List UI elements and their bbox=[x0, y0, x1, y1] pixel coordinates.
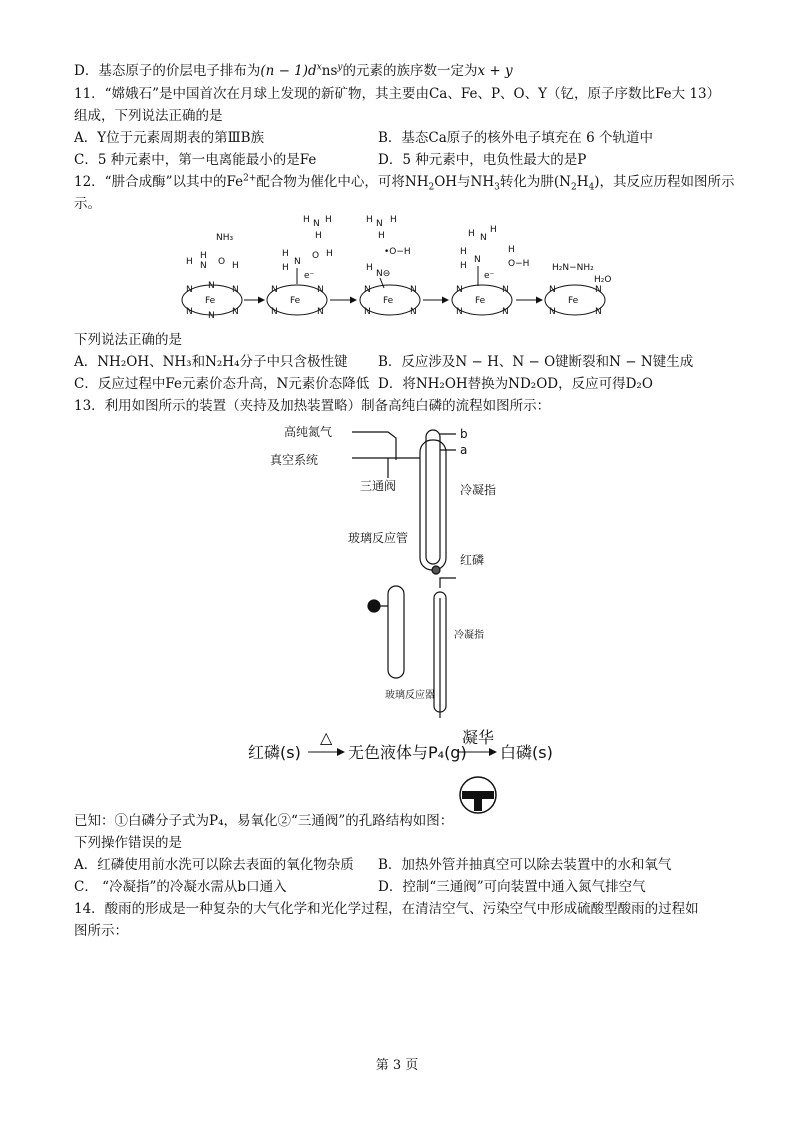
svg-text:H: H bbox=[282, 263, 289, 273]
label-red-phosphorus: 红磷 bbox=[460, 553, 485, 567]
q12-stem-cont: 示。 bbox=[74, 196, 101, 212]
label-valve: 三通阀 bbox=[360, 479, 397, 493]
svg-text:H: H bbox=[186, 257, 193, 267]
svg-text:O−H: O−H bbox=[508, 259, 530, 269]
svg-text:H₂N−NH₂: H₂N−NH₂ bbox=[552, 263, 594, 273]
flow-heat: △ bbox=[320, 728, 333, 747]
flow-start: 红磷(s) bbox=[248, 743, 301, 762]
svg-text:N: N bbox=[186, 285, 193, 295]
svg-text:N: N bbox=[200, 261, 207, 271]
svg-text:N: N bbox=[410, 285, 417, 295]
svg-text:N: N bbox=[549, 307, 556, 317]
q13-option-d: D．控制“三通阀”可向装置中通入氮气排空气 bbox=[378, 879, 646, 895]
svg-text:H: H bbox=[315, 231, 322, 241]
fe-complex-3 bbox=[360, 285, 420, 317]
q10-option-d: D．基态原子的价层电子排布为$(n - 1)d^xns^y$的元素的族序数一定为x + y bbox=[74, 62, 513, 79]
q13-question: 下列操作错误的是 bbox=[74, 835, 182, 851]
label-glass-tube: 玻璃反应管 bbox=[348, 531, 409, 545]
svg-text:N: N bbox=[208, 281, 215, 291]
q11-option-b: B．基态Ca原子的核外电子填充在 6 个轨道中 bbox=[378, 130, 653, 146]
svg-text:•O−H: •O−H bbox=[384, 247, 411, 257]
svg-text:N: N bbox=[502, 307, 509, 317]
svg-text:e⁻: e⁻ bbox=[484, 271, 495, 281]
q12-reaction-diagram bbox=[170, 212, 620, 332]
q13-option-b: B．加热外管并抽真空可以除去装置中的水和氧气 bbox=[378, 857, 672, 873]
q13-option-c: C． “冷凝指”的冷凝水需从b口通入 bbox=[74, 879, 287, 895]
svg-text:H: H bbox=[366, 215, 373, 225]
svg-text:H: H bbox=[460, 247, 467, 257]
q13-apparatus-diagram bbox=[270, 418, 520, 578]
q12-question: 下列说法正确的是 bbox=[74, 332, 182, 348]
svg-text:H: H bbox=[468, 229, 475, 239]
q13-known: 已知：①白磷分子式为P₄，易氧化②“三通阀”的孔路结构如图： bbox=[74, 813, 454, 829]
svg-text:N: N bbox=[376, 219, 383, 229]
flow-mid: 无色液体与P₄(g) bbox=[348, 743, 467, 762]
page-footer: 第 3 页 bbox=[375, 1058, 419, 1073]
svg-text:N: N bbox=[186, 307, 193, 317]
svg-text:N: N bbox=[232, 307, 239, 317]
q11-option-c: C．5 种元素中，第一电离能最小的是Fe bbox=[74, 152, 317, 168]
svg-text:H: H bbox=[282, 249, 289, 259]
q14-stem-cont: 图所示： bbox=[74, 923, 128, 939]
q11-option-a: A．Y位于元素周期表的第ⅢB族 bbox=[74, 130, 265, 146]
svg-text:e⁻: e⁻ bbox=[304, 271, 315, 281]
q12-option-d: D．将NH₂OH替换为ND₂OD，反应可得D₂O bbox=[378, 376, 653, 392]
q13-reactor-diagram bbox=[330, 578, 484, 728]
svg-text:N: N bbox=[364, 307, 371, 317]
svg-text:N: N bbox=[549, 285, 556, 295]
svg-text:N: N bbox=[410, 307, 417, 317]
svg-text:H₂O: H₂O bbox=[594, 275, 612, 285]
svg-text:Fe: Fe bbox=[475, 296, 486, 306]
svg-text:H: H bbox=[390, 215, 397, 225]
svg-text:N: N bbox=[456, 307, 463, 317]
q12-stem: 12．“肼合成酶”以其中的$Fe^{2+}$配合物为催化中心，可将$NH_2OH$与$NH_3$转化为肼$(N_2H_4)$，其反应历程如图所示 bbox=[74, 173, 735, 193]
svg-text:N: N bbox=[595, 285, 602, 295]
svg-text:N: N bbox=[271, 285, 278, 295]
q11-stem: 11．“嫦娥石”是中国首次在月球上发现的新矿物，其主要由Ca、Fe、P、O、Y（钇，原子序数比Fe大 13） bbox=[74, 86, 721, 102]
svg-text:Fe: Fe bbox=[383, 296, 394, 306]
svg-text:H: H bbox=[378, 231, 385, 241]
svg-text:N: N bbox=[232, 285, 239, 295]
q12-option-a: A．NH₂OH、NH₃和N₂H₄分子中只含极性键 bbox=[74, 354, 348, 370]
q12-option-c: C．反应过程中Fe元素价态升高，N元素价态降低 bbox=[74, 376, 370, 392]
svg-text:H: H bbox=[325, 215, 332, 225]
flow-end: 白磷(s) bbox=[500, 743, 553, 762]
svg-text:N: N bbox=[294, 257, 301, 267]
svg-text:Fe: Fe bbox=[290, 296, 301, 306]
svg-text:H: H bbox=[366, 263, 373, 273]
label-b: b bbox=[460, 427, 468, 441]
svg-text:N: N bbox=[317, 307, 324, 317]
svg-text:Fe: Fe bbox=[205, 296, 216, 306]
q12-option-b: B．反应涉及N − H、N − O键断裂和N − N键生成 bbox=[378, 354, 694, 370]
fe-complex-1 bbox=[182, 281, 242, 321]
q13-valve-symbol bbox=[458, 775, 498, 815]
q13-option-a: A．红磷使用前水洗可以除去表面的氧化物杂质 bbox=[74, 857, 354, 873]
svg-text:H: H bbox=[326, 249, 333, 259]
svg-text:H: H bbox=[303, 215, 310, 225]
svg-text:O: O bbox=[218, 257, 226, 267]
fe-complex-5 bbox=[545, 285, 605, 317]
svg-text:NH₃: NH₃ bbox=[216, 233, 234, 243]
svg-text:O: O bbox=[312, 251, 320, 261]
q11-stem-cont: 组成，下列说法正确的是 bbox=[74, 108, 223, 124]
label-vacuum: 真空系统 bbox=[270, 453, 319, 467]
label-reactor: 玻璃反应器 bbox=[385, 690, 435, 701]
svg-text:N: N bbox=[502, 285, 509, 295]
label-finger: 冷凝指 bbox=[460, 483, 497, 497]
svg-text:H: H bbox=[508, 245, 515, 255]
label-n2: 高纯氮气 bbox=[284, 425, 333, 439]
svg-text:N: N bbox=[313, 219, 320, 229]
svg-text:N: N bbox=[474, 255, 481, 265]
flow-condition: 凝华 bbox=[462, 728, 495, 747]
svg-text:N: N bbox=[271, 307, 278, 317]
q11-option-d: D．5 种元素中，电负性最大的是P bbox=[378, 152, 587, 168]
fe-complex-2 bbox=[267, 285, 327, 317]
svg-text:H: H bbox=[460, 261, 467, 271]
svg-text:H: H bbox=[200, 251, 207, 261]
svg-text:N: N bbox=[456, 285, 463, 295]
q14-stem: 14．酸雨的形成是一种复杂的大气化学和光化学过程，在清洁空气、污染空气中形成硫酸型酸雨的过程如 bbox=[74, 901, 699, 917]
fe-complex-4 bbox=[452, 285, 512, 317]
q13-flow-equation bbox=[240, 728, 570, 768]
svg-text:H: H bbox=[232, 261, 239, 271]
svg-text:N: N bbox=[317, 285, 324, 295]
svg-text:N⊖: N⊖ bbox=[376, 269, 391, 279]
svg-text:H: H bbox=[490, 225, 497, 235]
label-finger-2: 冷凝指 bbox=[454, 630, 484, 641]
q13-stem: 13．利用如图所示的装置（夹持及加热装置略）制备高纯白磷的流程如图所示： bbox=[74, 398, 551, 414]
svg-text:N: N bbox=[208, 311, 215, 321]
svg-text:N: N bbox=[364, 285, 371, 295]
label-a: a bbox=[460, 443, 468, 457]
svg-text:N: N bbox=[595, 307, 602, 317]
svg-text:N: N bbox=[480, 233, 487, 243]
svg-text:Fe: Fe bbox=[568, 296, 579, 306]
